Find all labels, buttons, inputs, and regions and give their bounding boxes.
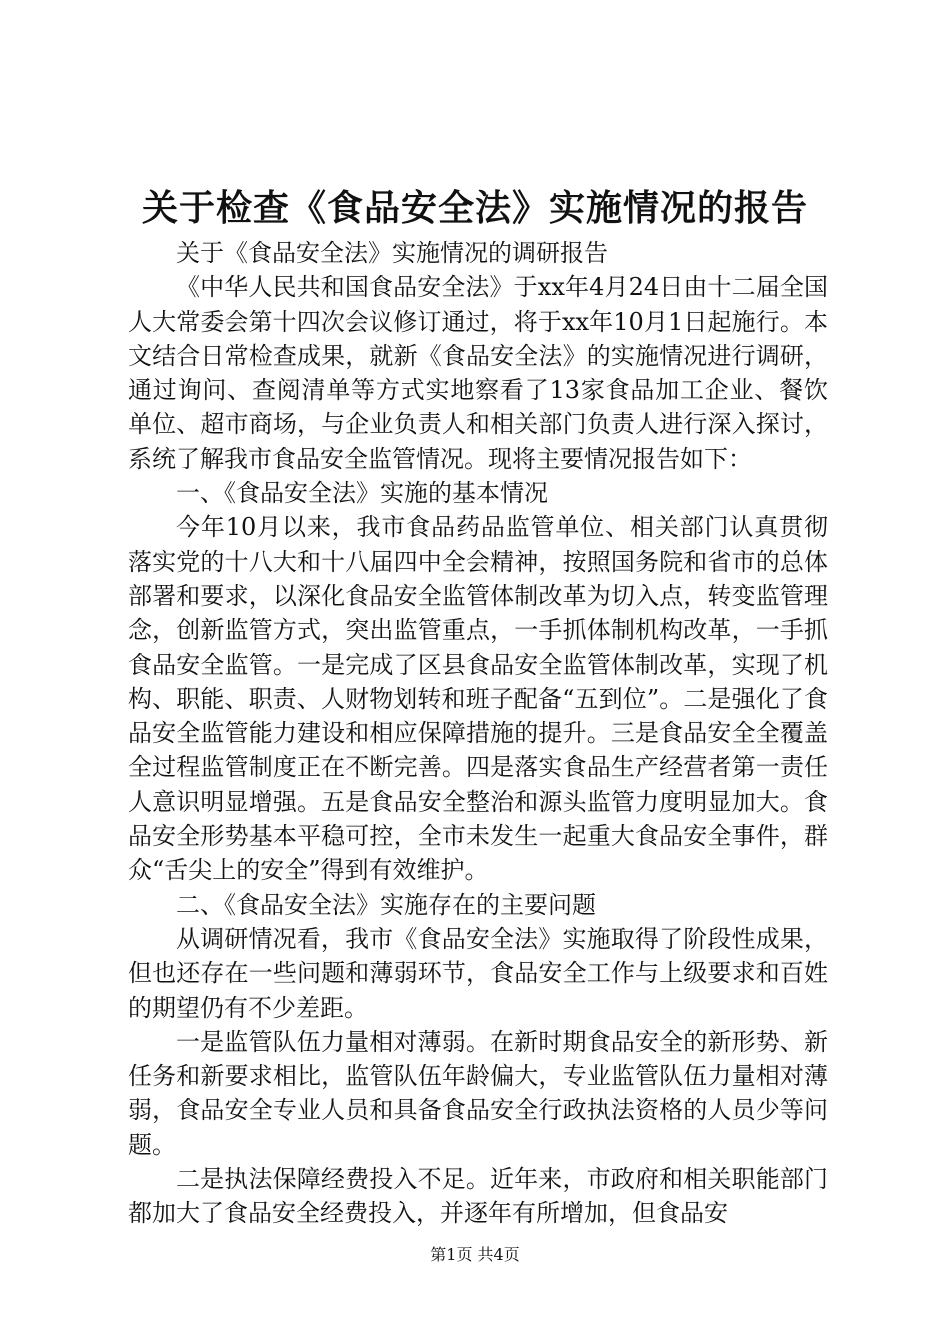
- subtitle-paragraph: 关于《食品安全法》实施情况的调研报告: [176, 239, 608, 267]
- body-paragraph: 今年10月以来，我市食品药品监管单位、相关部门认真贯彻落实党的十八大和十八届四中全会精神，按照国务院和省市的总体部署和要求，以深化食品安全监管体制改革为切入点，转变监管理念，创新监管方式，突出监管重点，一手抓体制机构改革，一手抓食品安全监管。一是完成了区县食品安全监管体制改革，实现了机构、职能、职责、人财物划转和班子配备“五到位”。二是强化了食品安全监管能力建设和相应保障措施的提升。三是食品安全全覆盖全过程监管制度正在不断完善。四是落实食品生产经营者第一责任人意识明显增强。五是食品安全整治和源头监管力度明显加大。食品安全形势基本平稳可控，全市未发生一起重大食品安全事件，群众“舌尖上的安全”得到有效维护。: [128, 513, 828, 885]
- body-paragraph: 一是监管队伍力量相对薄弱。在新时期食品安全的新形势、新任务和新要求相比，监管队伍年龄偏大，专业监管队伍力量相对薄弱，食品安全专业人员和具备食品安全行政执法资格的人员少等问题。: [128, 1027, 828, 1159]
- document-title: 关于检查《食品安全法》实施情况的报告: [141, 187, 808, 229]
- page-number-footer: 第1页 共4页: [430, 1245, 520, 1264]
- section-heading: 二、《食品安全法》实施存在的主要问题: [176, 890, 596, 919]
- body-paragraph: 《中华人民共和国食品安全法》于xx年4月24日由十二届全国人大常委会第十四次会议修订通过，将于xx年10月1日起施行。本文结合日常检查成果，就新《食品安全法》的实施情况进行调研，通过询问、查阅清单等方式实地察看了13家食品加工企业、餐饮单位、超市商场，与企业负责人和相关部门负责人进行深入探讨，系统了解我市食品安全监管情况。现将主要情况报告如下：: [128, 273, 828, 473]
- document-body: [128, 236, 828, 1231]
- body-paragraph: 二是执法保障经费投入不足。近年来，市政府和相关职能部门都加大了食品安全经费投入，并逐年有所增加，但食品安: [128, 1165, 828, 1228]
- section-heading: 一、《食品安全法》实施的基本情况: [176, 479, 548, 508]
- body-paragraph: 从调研情况看，我市《食品安全法》实施取得了阶段性成果，但也还存在一些问题和薄弱环节，食品安全工作与上级要求和百姓的期望仍有不少差距。: [128, 924, 828, 1022]
